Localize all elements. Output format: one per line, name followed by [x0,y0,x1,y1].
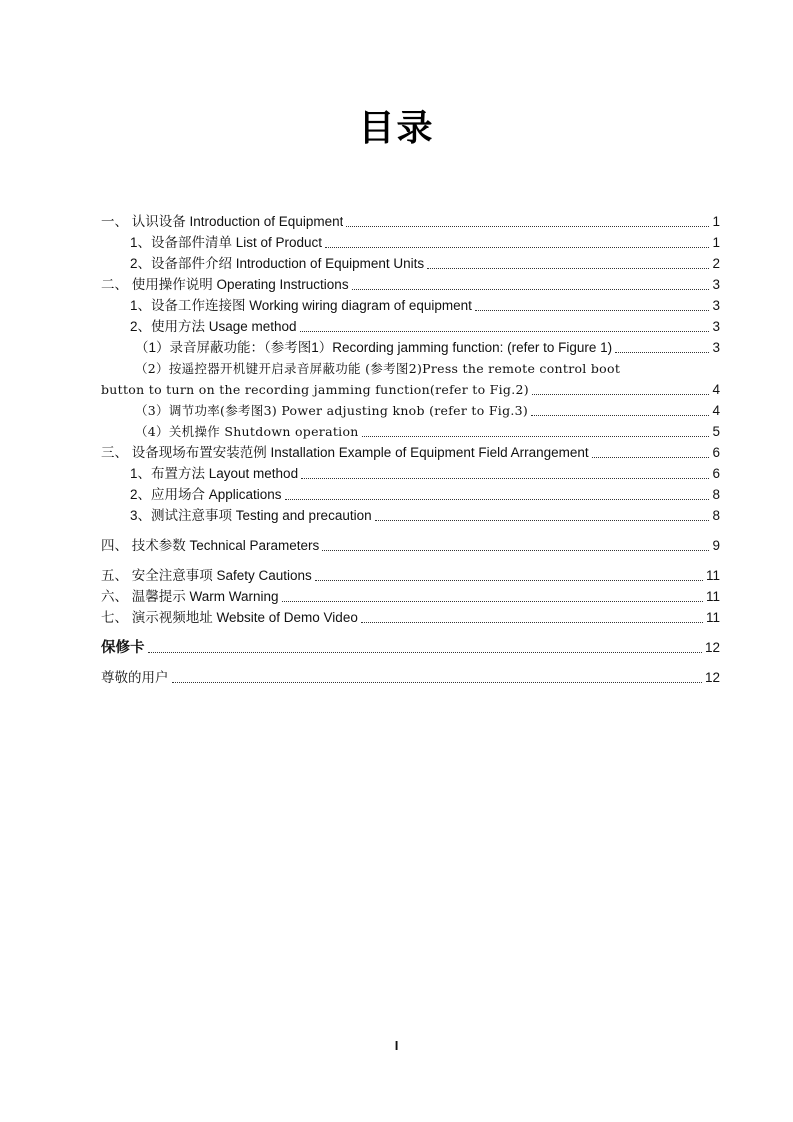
table-of-contents [101,211,720,688]
page-number: I [394,1038,399,1053]
toc-page-number: 4 [712,403,720,418]
toc-page-number: 11 [705,568,720,583]
toc-page-number: 3 [712,298,720,313]
toc-entry-text: 3、测试注意事项 Testing and precaution [130,508,372,523]
dot-leader [427,267,709,269]
toc-entry-text: 1、设备工作连接图 Working wiring diagram of equipment [130,298,472,313]
toc-entry-text: 三、 设备现场布置安装范例 Installation Example of Equipment Field Arrangement [101,445,589,460]
toc-entry-text: 五、 安全注意事项 Safety Cautions [101,568,312,583]
toc-entry-chapter-3[interactable] [101,442,720,463]
toc-entry-chapter-4[interactable] [101,535,720,556]
toc-entry-text: 六、 温馨提示 Warm Warning [101,589,279,604]
toc-entry-chapter-6[interactable] [101,586,720,607]
toc-entry-text: 一、 认识设备 Introduction of Equipment [101,214,344,229]
toc-entry-3-1[interactable] [101,463,720,484]
toc-page-number: 4 [712,382,720,397]
dot-leader [148,651,702,653]
toc-entry-text: 2、设备部件介绍 Introduction of Equipment Units [130,256,425,271]
toc-page-number: 3 [712,277,720,292]
toc-entry-3-3[interactable] [101,505,720,526]
toc-page-number: 1 [712,214,720,229]
toc-entry-text: （1）录音屏蔽功能：（参考图1）Recording jamming function: (refer to Figure 1) [135,340,613,355]
dot-leader [475,309,710,311]
toc-page-number: 3 [712,340,720,355]
toc-entry-chapter-5[interactable] [101,565,720,586]
toc-entry-1-2[interactable] [101,253,720,274]
dot-leader [300,330,710,332]
dot-leader [285,498,710,500]
toc-page-number: 8 [712,487,720,502]
toc-entry-text-line2: button to turn on the recording jamming function(refer to Fig.2) [101,382,529,397]
toc-page-number: 1 [712,235,720,250]
toc-page-number: 12 [704,670,720,685]
dot-leader [322,549,709,551]
toc-entry-chapter-2[interactable] [101,274,720,295]
toc-entry-text: 四、 技术参数 Technical Parameters [101,538,320,553]
dot-leader [531,414,709,416]
dot-leader [301,477,709,479]
toc-entry-text: 2、使用方法 Usage method [130,319,297,334]
toc-entry-1-1[interactable] [101,232,720,253]
toc-entry-2-2-1[interactable] [101,337,720,358]
toc-entry-text: 保修卡 [101,640,145,656]
toc-entry-chapter-7[interactable] [101,607,720,628]
toc-entry-text: 1、设备部件清单 List of Product [130,235,323,250]
toc-page-number: 9 [712,538,720,553]
dot-leader [592,456,710,458]
toc-entry-2-1[interactable] [101,295,720,316]
toc-page-number: 3 [712,319,720,334]
toc-entry-2-2-4[interactable] [101,421,720,442]
toc-page-number: 12 [704,640,720,655]
toc-page-number: 5 [712,424,720,439]
page-title: 目录 [358,108,435,149]
toc-entry-2-2-2[interactable] [101,358,720,400]
toc-entry-text: 2、应用场合 Applications [130,487,282,502]
dot-leader [362,435,710,437]
toc-entry-3-2[interactable] [101,484,720,505]
toc-page-number: 8 [712,508,720,523]
toc-entry-text: 1、布置方法 Layout method [130,466,299,481]
toc-page-number: 11 [705,589,720,604]
toc-entry-dear-user[interactable] [101,667,720,688]
toc-page-number: 11 [705,610,720,625]
toc-entry-text: （4）关机操作 Shutdown operation [135,424,359,439]
dot-leader [315,579,703,581]
toc-entry-text: （3）调节功率(参考图3) Power adjusting knob (refer to Fig.3) [135,403,529,418]
toc-entry-2-2[interactable] [101,316,720,337]
toc-page-number: 6 [712,466,720,481]
toc-entry-warranty-card[interactable] [101,637,720,658]
toc-entry-text: 七、 演示视频地址 Website of Demo Video [101,610,358,625]
dot-leader [282,600,703,602]
dot-leader [325,246,709,248]
dot-leader [346,225,709,227]
dot-leader [172,681,702,683]
dot-leader [532,393,710,395]
dot-leader [352,288,710,290]
dot-leader [361,621,703,623]
toc-entry-chapter-1[interactable] [101,211,720,232]
toc-entry-text: 尊敬的用户 [101,670,169,685]
toc-page-number: 6 [712,445,720,460]
toc-page-number: 2 [712,256,720,271]
dot-leader [615,351,709,353]
toc-entry-text-line1: （2）按遥控器开机键开启录音屏蔽功能 (参考图2)Press the remote control boot [135,361,621,376]
dot-leader [375,519,710,521]
toc-entry-2-2-3[interactable] [101,400,720,421]
toc-entry-text: 二、 使用操作说明 Operating Instructions [101,277,349,292]
